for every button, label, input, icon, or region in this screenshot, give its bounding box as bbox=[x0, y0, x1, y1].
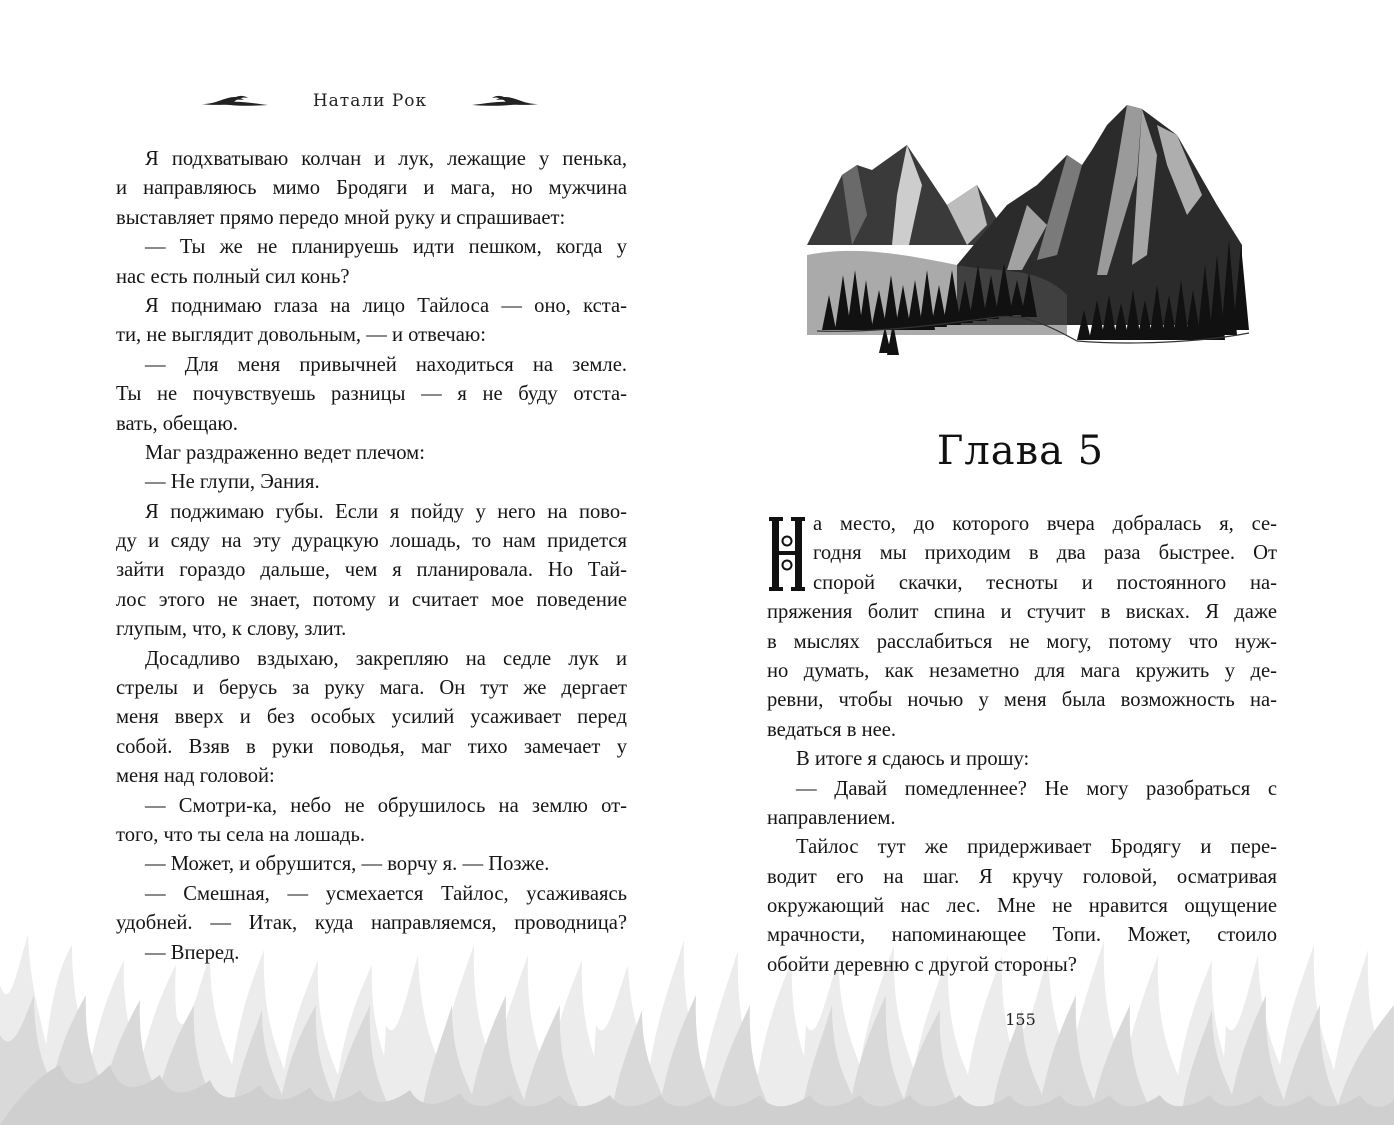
text-line: стрелы и берусь за руку мага. Он тут же дергает bbox=[116, 677, 627, 700]
text-line: ду и сяду на эту дурацкую лошадь, то нам придется bbox=[116, 530, 627, 553]
text-line: вать, обещаю. bbox=[116, 412, 238, 435]
text-line: водит его на шаг. Я кручу головой, осматривая bbox=[767, 865, 1277, 888]
text-line: Маг раздраженно ведет плечом: bbox=[145, 441, 425, 464]
text-line: годня мы приходим в два раза быстрее. От bbox=[813, 542, 1277, 565]
text-line: а место, до которого вчера добралась я, се- bbox=[813, 513, 1277, 535]
text-line: ти, не выглядит довольным, — и отвечаю: bbox=[116, 324, 486, 347]
text-line: В итоге я сдаюсь и прошу: bbox=[796, 748, 1030, 771]
right-page bbox=[697, 0, 1394, 1125]
chapter-title: Глава 5 bbox=[936, 428, 1105, 474]
text-line: — Давай помедленнее? Не могу разобраться с bbox=[796, 777, 1277, 800]
text-line: Я поджимаю губы. Если я пойду у него на пово- bbox=[145, 500, 627, 523]
text-line: Я подхватываю колчан и лук, лежащие у пенька, bbox=[145, 148, 627, 170]
text-line: пряжения болит спина и стучит в висках. Я даже bbox=[767, 601, 1277, 624]
text-line: направлением. bbox=[767, 806, 896, 829]
text-line: лос этого не знает, потому и считает мое поведение bbox=[116, 588, 627, 611]
text-line: окружающий нас лес. Мне не нравится ощущение bbox=[767, 895, 1277, 918]
text-line: — Смешная, — усмехается Тайлос, усаживаясь bbox=[145, 882, 627, 905]
running-head bbox=[200, 86, 540, 116]
text-line: того, что ты села на лошадь. bbox=[116, 823, 366, 846]
text-line: Ты не почувствуешь разницы — я не буду отста- bbox=[116, 383, 627, 406]
mountains-illustration bbox=[797, 95, 1252, 357]
text-line: глупым, что, к слову, злит. bbox=[116, 618, 347, 641]
left-page-text bbox=[116, 145, 627, 968]
text-line: меня вверх и без особых усилий усаживает перед bbox=[116, 706, 627, 729]
right-page-text bbox=[767, 510, 1277, 980]
text-line: выставляет прямо передо мной руку и спрашивает: bbox=[116, 206, 566, 229]
text-line: Тайлос тут же придерживает Бродягу и пере- bbox=[796, 836, 1277, 859]
text-line: ревни, чтобы ночью у меня была возможность на- bbox=[767, 689, 1277, 712]
text-line: нас есть полный сил конь? bbox=[116, 265, 350, 288]
text-line: спорой скачки, тесноты и постоянного на- bbox=[813, 571, 1277, 594]
text-line: собой. Взяв в руки поводья, маг тихо замечает у bbox=[116, 735, 627, 758]
text-line: удобней. — Итак, куда направляемся, проводница? bbox=[116, 912, 627, 935]
text-line: меня над головой: bbox=[116, 765, 275, 788]
text-line: мрачности, напоминающее Топи. Может, стоило bbox=[767, 924, 1277, 947]
text-line: Я поднимаю глаза на лицо Тайлоса — оно, кста- bbox=[145, 294, 627, 317]
text-line: обойти деревню с другой стороны? bbox=[767, 953, 1077, 976]
flourish-ornament-icon bbox=[470, 92, 540, 110]
flourish-ornament-icon bbox=[200, 92, 270, 110]
page-number: 155 bbox=[1005, 1010, 1036, 1029]
text-line: — Смотри-ка, небо не обрушилось на землю от- bbox=[145, 794, 627, 817]
text-line: зайти гораздо дальше, чем я планировала. Но Тай- bbox=[116, 559, 627, 582]
text-line: и направляюсь мимо Бродяги и мага, но мужчина bbox=[116, 177, 627, 200]
text-line: ведаться в нее. bbox=[767, 718, 897, 741]
running-head-author: Натали Рок bbox=[312, 91, 428, 111]
text-line: — Ты же не планируешь идти пешком, когда у bbox=[145, 236, 627, 259]
text-line: в мыслях расслабиться не могу, потому что нуж- bbox=[767, 630, 1277, 653]
text-line: — Для меня привычней находиться на земле. bbox=[145, 353, 627, 376]
text-line: но думать, как незаметно для мага кружить у де- bbox=[767, 659, 1277, 682]
text-line: — Вперед. bbox=[145, 941, 240, 964]
text-line: — Не глупи, Эания. bbox=[145, 471, 320, 494]
text-line: Досадливо вздыхаю, закрепляю на седле лук и bbox=[145, 647, 627, 670]
text-line: — Может, и обрушится, — ворчу я. — Позже. bbox=[145, 853, 550, 876]
